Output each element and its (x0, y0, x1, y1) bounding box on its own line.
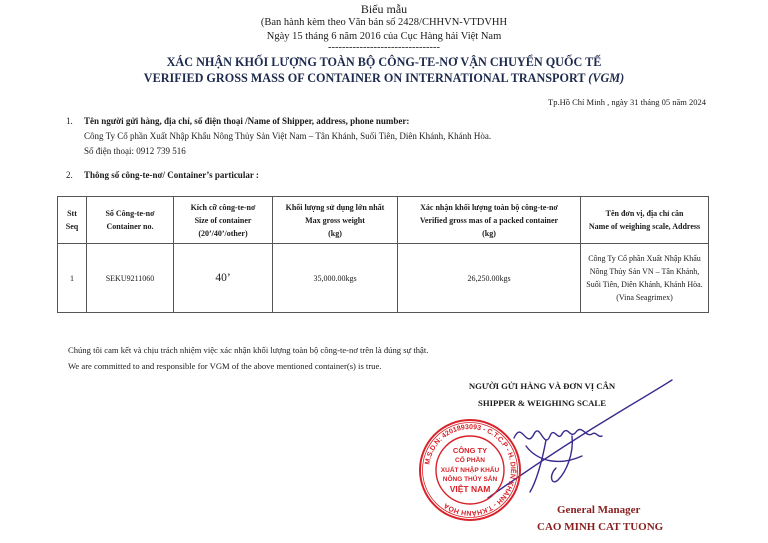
cell-vgm: 26,250.00kgs (398, 244, 581, 313)
header-line: Tên đơn vị, địa chỉ cân (605, 209, 684, 218)
document-title (0, 54, 768, 86)
col-vgm-header (398, 197, 581, 244)
company-seal (418, 418, 522, 522)
title-en-line (0, 70, 768, 86)
title-en-abbr: (VGM) (588, 71, 625, 85)
seal-line: VIỆT NAM (449, 484, 491, 494)
issued-date: Ngày 15 tháng 6 năm 2016 của Cục Hàng hải Việt Nam (266, 31, 502, 42)
seal-line: CÔNG TY (452, 446, 488, 455)
section-container (66, 168, 259, 183)
header-line: Kích cỡ công-te-nơ (190, 202, 256, 212)
signatory-name: CAO MINH CAT TUONG (537, 521, 664, 533)
seal-line: CỔ PHẦN (455, 457, 485, 464)
seal-line: XUẤT NHẬP KHẨU (440, 467, 500, 474)
signature-title-en: SHIPPER & WEIGHING SCALE (477, 398, 606, 408)
cell-size: 40’ (174, 244, 273, 313)
header-line: Khối lượng sử dụng lớn nhất (285, 202, 385, 212)
section-shipper-heading (66, 114, 491, 129)
seal-ring-text: M.S.D.N: 4201893093 - C.T.C.P - H. DIÊN KHÁNH - T.KHÁNH HÒA (424, 423, 517, 517)
header-separator: -------------------------------- (328, 42, 440, 53)
title-en: VERIFIED GROSS MASS OF CONTAINER ON INTERNATIONAL TRANSPORT (143, 71, 586, 85)
title-vn: XÁC NHẬN KHỐI LƯỢNG TOÀN BỘ CÔNG-TE-NƠ VẬN CHUYỂN QUỐC TẾ (166, 55, 602, 69)
date-line: Tp.Hồ Chí Minh , ngày 31 tháng 05 năm 2024 (548, 97, 706, 107)
scale-line: (Vina Seagrimex) (616, 293, 673, 302)
table-row (58, 244, 709, 313)
table-header-row (58, 197, 709, 244)
cell-max-gross: 35,000.00kgs (273, 244, 398, 313)
commitment-en: We are committed to and responsible for VGM of the above mentioned container(s) is true. (68, 361, 382, 371)
col-container-no-header (87, 197, 174, 244)
header-line: Verified gross mas of a packed container (419, 215, 559, 225)
container-table (57, 196, 709, 313)
header-line: Stt (67, 209, 77, 218)
header-line: Size of container (194, 215, 252, 225)
col-max-gross-header (273, 197, 398, 244)
seal-line: NÔNG THỦY SẢN (442, 476, 498, 483)
cell-container-no: SEKU9211060 (87, 244, 174, 313)
issued-by: (Ban hành kèm theo Văn bản số 2428/CHHVN-VTDVHH (260, 17, 508, 28)
cell-seq: 1 (58, 244, 87, 313)
scale-line: Công Ty Cổ phần Xuất Nhập Khẩu (588, 254, 701, 263)
header-line: (kg) (328, 228, 342, 238)
header-line: (kg) (482, 228, 496, 238)
section-shipper (66, 114, 491, 159)
header-line: (20’/40’/other) (198, 228, 248, 238)
section-number: 2. (66, 170, 73, 180)
commitment-vn: Chúng tôi cam kết và chịu trách nhiệm việc xác nhận khối lượng toàn bộ công-te-nơ trên là đúng sự thật. (68, 345, 429, 355)
form-label: Biểu mẫu (360, 2, 408, 16)
shipper-company: Công Ty Cổ phần Xuất Nhập Khẩu Nông Thủy Sản Việt Nam – Tân Khánh, Suối Tiên, Diên Khánh, Khánh Hòa. (84, 131, 492, 141)
scale-line: Suối Tiên, Diên Khánh, Khánh Hòa. (586, 280, 703, 289)
header-line: Max gross weight (305, 215, 365, 225)
signatory-role: General Manager (557, 504, 641, 516)
section-number: 1. (66, 116, 73, 126)
scale-line: Nông Thủy Sản VN – Tân Khánh, (589, 267, 700, 276)
header-line: Name of weighing scale, Address (588, 222, 701, 231)
cell-scale (581, 244, 709, 313)
col-size-header (174, 197, 273, 244)
shipper-phone: Số điện thoại: 0912 739 516 (84, 146, 186, 156)
form-header (0, 2, 768, 52)
header-line: Số Công-te-nơ (105, 209, 155, 218)
header-line: Seq (65, 222, 79, 231)
section-container-label: Thông số công-te-nơ/ Container’s particular : (84, 170, 259, 180)
header-line: Xác nhận khối lượng toàn bộ công-te-nơ (420, 202, 558, 212)
header-line: Container no. (106, 222, 154, 231)
section-shipper-label: Tên người gửi hàng, địa chỉ, số điện thoại /Name of Shipper, address, phone number: (84, 116, 410, 126)
signature-title-vn: NGƯỜI GỬI HÀNG VÀ ĐƠN VỊ CÂN (468, 381, 616, 391)
col-scale-header (581, 197, 709, 244)
col-seq-header (58, 197, 87, 244)
